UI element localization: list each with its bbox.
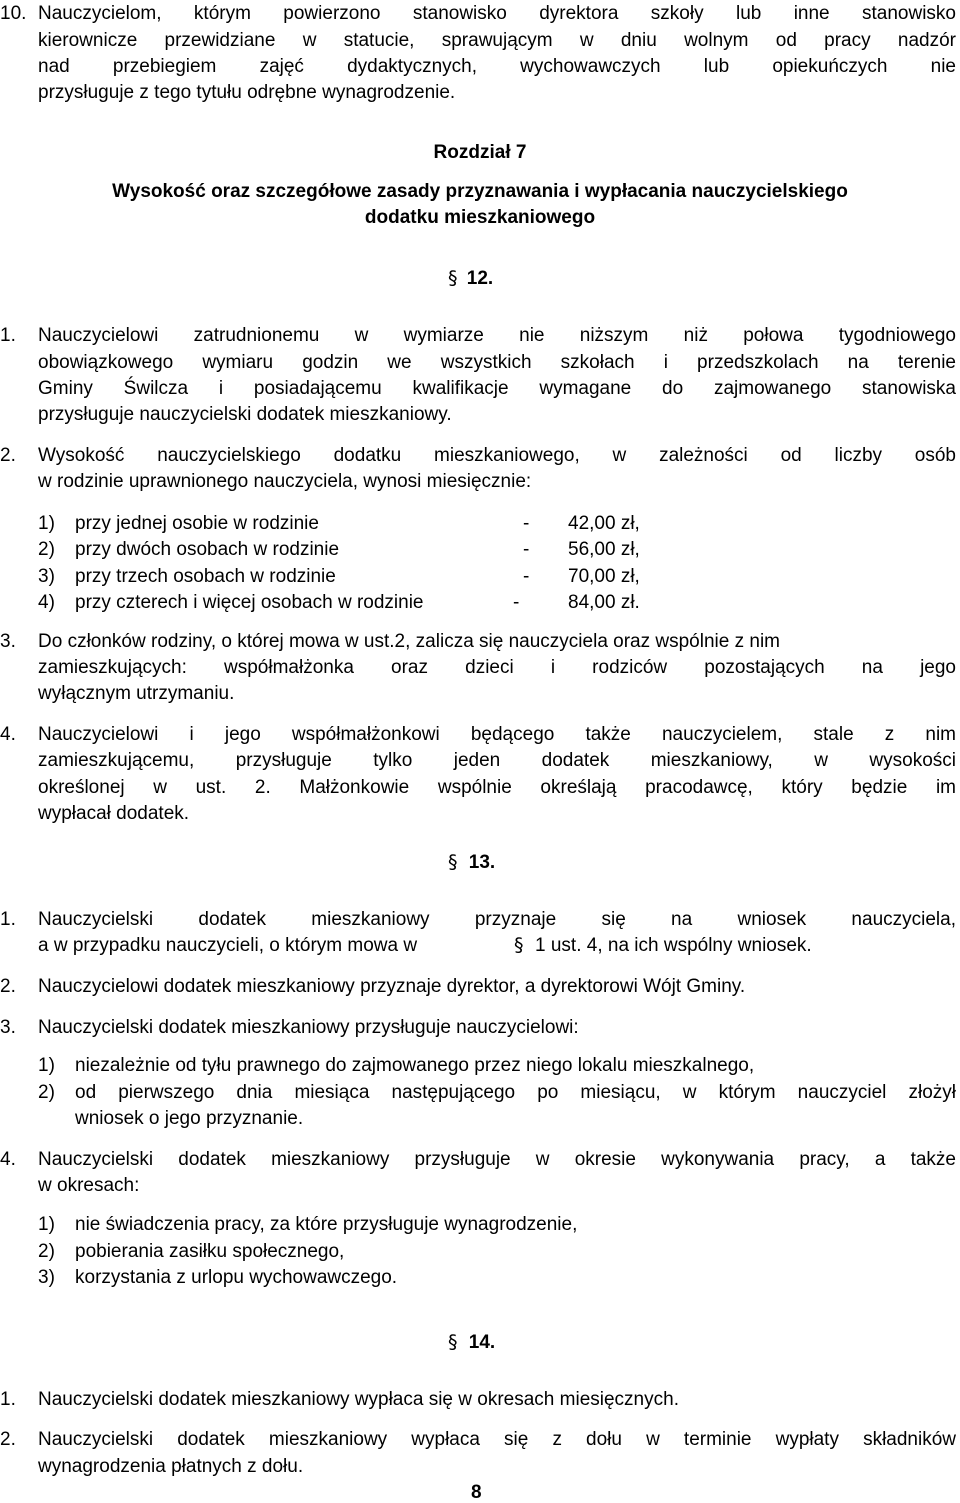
point-line: zamieszkującemu, przysługuje tylko jeden dodatek mieszkaniowy, w wysokości [38,750,956,771]
point-line: Nauczycielski dodatek mieszkaniowy wypłaca się w okresach miesięcznych. [38,1389,679,1410]
list-item-text: niezależnie od tyłu prawnego do zajmowanego przez niego lokalu mieszkalnego, [75,1055,755,1076]
point-line: określonej w ust. 2. Małżonkowie wspólnie określają pracodawcę, który będzie im [38,777,956,798]
point-line: wynagrodzenia płatnych z dołu. [38,1456,304,1477]
section-symbol: § [448,267,458,289]
section-number: 13. [468,852,496,873]
list-item-text: korzystania z urlopu wychowawczego. [75,1267,398,1288]
point-line: Wysokość nauczycielskiego dodatku mieszkaniowego, w zależności od liczby osób [38,445,956,466]
list-item-text: pobierania zasiłku społecznego, [75,1241,345,1262]
section-heading-12 [448,269,493,288]
point-line: w rodzinie uprawnionego nauczyciela, wynosi miesięcznie: [38,471,532,492]
paragraph-line: nad przebiegiem zajęć dydaktycznych, wychowawczych lub opiekuńczych nie [38,56,956,77]
amount-row-value: 56,00 zł, [568,539,640,560]
amount-row-dash: - [523,513,530,534]
point-line: obowiązkowego wymiaru godzin we wszystkich szkołach i przedszkolach na terenie [38,352,956,373]
point-line: zamieszkujących: współmałżonka oraz dzieci i rodziców pozostających na jego [38,657,956,678]
section-number: 12. [466,268,494,289]
chapter-title-line: Wysokość oraz szczegółowe zasady przyznawania i wypłacania nauczycielskiego [112,181,848,202]
list-item-text: nie świadczenia pracy, za które przysługuje wynagrodzenie, [75,1214,578,1235]
section-number: 14. [468,1332,496,1353]
point-line: 1 ust. 4, na ich wspólny wniosek. [535,935,812,956]
point-number: 1. [0,325,16,346]
list-item-number: 3) [38,1267,55,1288]
point-line: wyłącznym utrzymaniu. [38,683,235,704]
amount-row-value: 42,00 zł, [568,513,640,534]
amount-row-text: przy dwóch osobach w rodzinie [75,539,340,560]
amount-row-number: 4) [38,592,55,613]
page-number: 8 [471,1482,482,1503]
point-number: 4. [0,724,16,745]
amount-row-value: 84,00 zł. [568,592,640,613]
amount-row-number: 3) [38,566,55,587]
section-symbol: § [448,1331,458,1353]
amount-row-value: 70,00 zł, [568,566,640,587]
point-number: 3. [0,631,16,652]
amount-row-dash: - [513,592,520,613]
point-line: Nauczycielski dodatek mieszkaniowy przysługuje nauczycielowi: [38,1017,579,1038]
point-number: 3. [0,1017,16,1038]
point-line: Do członków rodziny, o której mowa w ust.2, zalicza się nauczyciela oraz wspólnie z nim [38,631,781,652]
list-item-text: od pierwszego dnia miesiąca następującego po miesiącu, w którym nauczyciel złożył [75,1082,956,1103]
amount-row-text: przy czterech i więcej osobach w rodzinie [75,592,424,613]
amount-row-dash: - [523,539,530,560]
amount-row-text: przy trzech osobach w rodzinie [75,566,336,587]
point-line: przysługuje nauczycielski dodatek mieszkaniowy. [38,404,452,425]
amount-row-dash: - [523,566,530,587]
point-line: Nauczycielski dodatek mieszkaniowy przysługuje w okresie wykonywania pracy, a także [38,1149,956,1170]
point-line: Gminy Świlcza i posiadającemu kwalifikacje wymagane do zajmowanego stanowiska [38,378,956,399]
paragraph-line: Nauczycielom, którym powierzono stanowisko dyrektora szkoły lub inne stanowisko [38,3,956,24]
list-item-number: 2) [38,1082,55,1103]
point-number: 2. [0,1429,16,1450]
point-number: 2. [0,976,16,997]
paragraph-line: przysługuje z tego tytułu odrębne wynagrodzenie. [38,82,456,103]
section-heading-14 [448,1333,495,1352]
point-line: wypłacał dodatek. [38,803,190,824]
point-line: Nauczycielowi dodatek mieszkaniowy przyznaje dyrektor, a dyrektorowi Wójt Gminy. [38,976,746,997]
paragraph-line: kierownicze przewidziane w statucie, sprawującym w dniu wolnym od pracy nadzór [38,30,956,51]
point-line: Nauczycielski dodatek mieszkaniowy wypłaca się z dołu w terminie wypłaty składników [38,1429,956,1450]
section-symbol: § [448,851,458,873]
point-line: w okresach: [38,1175,140,1196]
amount-row-text: przy jednej osobie w rodzinie [75,513,319,534]
amount-row-number: 1) [38,513,55,534]
list-item-number: 1) [38,1055,55,1076]
list-item-number: 2) [38,1241,55,1262]
list-item-text: wniosek o jego przyznanie. [75,1108,304,1129]
point-line: a w przypadku nauczycieli, o którym mowa w [38,935,418,956]
point-line: Nauczycielowi zatrudnionemu w wymiarze nie niższym niż połowa tygodniowego [38,325,956,346]
list-item-number: 1) [38,1214,55,1235]
chapter-title-line: dodatku mieszkaniowego [364,207,596,228]
point-line: Nauczycielowi i jego współmałżonkowi będącego także nauczycielem, stale z nim [38,724,956,745]
paragraph-symbol: § [514,934,524,956]
amount-row-number: 2) [38,539,55,560]
section-heading-13 [448,853,495,872]
point-number: 1. [0,1389,16,1410]
paragraph-number: 10. [0,3,27,24]
point-line: Nauczycielski dodatek mieszkaniowy przyznaje się na wniosek nauczyciela, [38,909,956,930]
point-number: 4. [0,1149,16,1170]
point-number: 2. [0,445,16,466]
point-number: 1. [0,909,16,930]
chapter-label: Rozdział 7 [433,142,527,163]
